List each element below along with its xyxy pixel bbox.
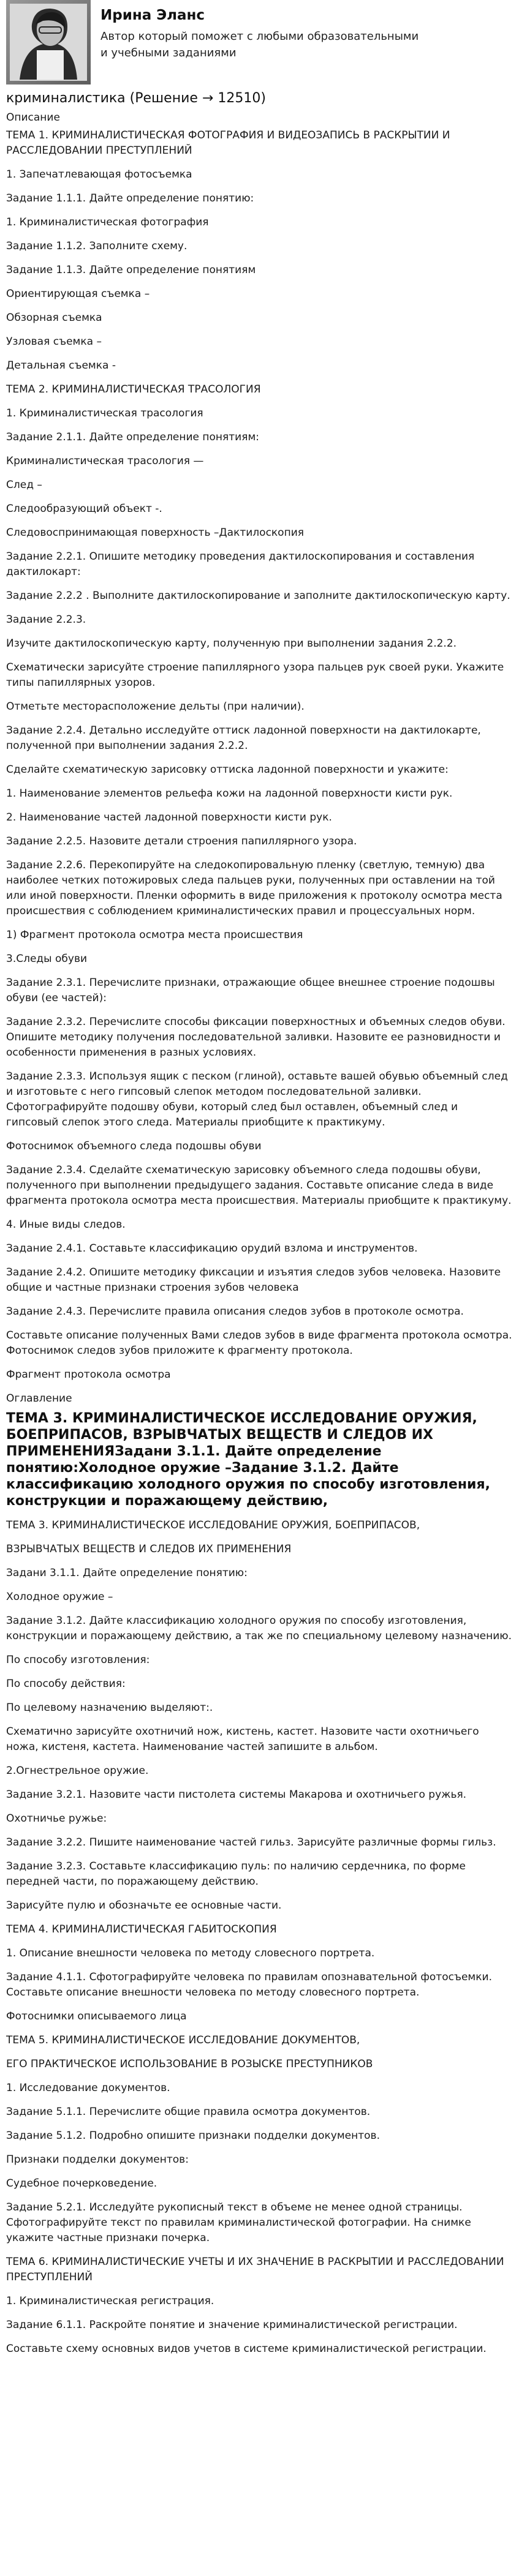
paragraph: След – — [6, 479, 42, 491]
paragraph: Задание 2.3.2. Перечислите способы фиксации поверхностных и объемных следов обуви. Опишите методику получения последовательной заливки. Назовите ее разновидности и особенности применения в разных условиях. — [6, 1016, 506, 1059]
paragraph: Задание 1.1.2. Заполните схему. — [6, 240, 188, 252]
paragraph: Задание 3.2.2. Пишите наименование частей гильз. Зарисуйте различные формы гильз. — [6, 1836, 496, 1849]
paragraph: 1. Запечатлевающая фотосъемка — [6, 168, 192, 181]
paragraph: Задание 2.4.3. Перечислите правила описания следов зубов в протоколе осмотра. — [6, 1305, 464, 1318]
author-header — [6, 0, 513, 84]
document-title: криминалистика (Решение → 12510) — [6, 91, 266, 106]
paragraph: 1. Исследование документов. — [6, 2082, 170, 2094]
paragraph: Описание — [6, 111, 60, 124]
document-body — [6, 110, 513, 2357]
paragraph: Задание 1.1.1. Дайте определение понятию: — [6, 192, 254, 205]
paragraph: 4. Иные виды следов. — [6, 1219, 126, 1231]
paragraph: Следовоспринимающая поверхность –Дактилоскопия — [6, 527, 304, 539]
author-avatar[interactable] — [6, 0, 91, 84]
paragraph: ТЕМА 4. КРИМИНАЛИСТИЧЕСКАЯ ГАБИТОСКОПИЯ — [6, 1923, 277, 1936]
paragraph: Задание 2.2.6. Перекопируйте на следокопировальную пленку (светлую, темную) два наиболее четких потожировых следа пальцев руки, полученных при оставлении на той или иной поверхности. Пленки оформить в виде приложения к протоколу осмотра места происшествия с соблюдением криминалистических правил и процессуальных норм. — [6, 859, 502, 917]
paragraph: Задание 2.4.2. Опишите методику фиксации и изъятия следов зубов человека. Назовите общие и частные признаки строения зубов человека — [6, 1266, 501, 1294]
paragraph: Холодное оружие – — [6, 1591, 113, 1603]
paragraph: Задание 5.1.2. Подробно опишите признаки подделки документов. — [6, 2130, 380, 2142]
paragraph: Схематично зарисуйте охотничий нож, кистень, кастет. Назовите части охотничьего ножа, кистеня, кастета. Наименование частей запишите в альбом. — [6, 1725, 479, 1753]
paragraph: Фотоснимок объемного следа подошвы обуви — [6, 1140, 262, 1152]
paragraph: Задание 4.1.1. Сфотографируйте человека по правилам опознавательной фотосъемки. Составьте описание внешности человека по методу словесного портрета. — [6, 1971, 492, 1999]
author-name[interactable]: Ирина Эланс — [100, 7, 205, 23]
paragraph: 2. Наименование частей ладонной поверхности кисти рук. — [6, 811, 332, 824]
paragraph: Задание 5.1.1. Перечислите общие правила осмотра документов. — [6, 2106, 371, 2118]
paragraph: ЕГО ПРАКТИЧЕСКОЕ ИСПОЛЬЗОВАНИЕ В РОЗЫСКЕ ПРЕСТУПНИКОВ — [6, 2058, 373, 2070]
paragraph: Задание 3.1.2. Дайте классификацию холодного оружия по способу изготовления, конструкции и поражающему действию, а так же по специальному целевому назначению. — [6, 1615, 512, 1642]
paragraph: Оглавление — [6, 1392, 72, 1405]
paragraph: Составьте схему основных видов учетов в системе криминалистической регистрации. — [6, 2343, 487, 2355]
paragraph: 2.Огнестрельное оружие. — [6, 1765, 149, 1777]
paragraph: Отметьте месторасположение дельты (при наличии). — [6, 700, 305, 713]
paragraph: Криминалистическая трасология — — [6, 455, 204, 467]
paragraph: ТЕМА 2. КРИМИНАЛИСТИЧЕСКАЯ ТРАСОЛОГИЯ — [6, 383, 261, 396]
paragraph: Задание 2.2.4. Детально исследуйте оттиск ладонной поверхности на дактилокарте, полученной при выполнении задания 2.2.2. — [6, 724, 481, 752]
paragraph: Зарисуйте пулю и обозначьте ее основные части. — [6, 1899, 282, 1912]
paragraph: Задание 2.2.1. Опишите методику проведения дактилоскопирования и составления дактилокарт: — [6, 550, 475, 578]
paragraph: 1. Описание внешности человека по методу словесного портрета. — [6, 1947, 375, 1959]
paragraph: По способу действия: — [6, 1678, 126, 1690]
toc-heading: ТЕМА 3. КРИМИНАЛИСТИЧЕСКОЕ ИССЛЕДОВАНИЕ ОРУЖИЯ, БОЕПРИПАСОВ, ВЗРЫВЧАТЫХ ВЕЩЕСТВ И СЛЕДОВ ИХ ПРИМЕНЕНИЯЗадани 3.1.1. Дайте определение понятию:Холодное оружие –Задание 3.1.2. Дайте классификацию холодного оружия по способу изготовления, конструкции и поражающему действию, — [6, 1411, 490, 1509]
paragraph: Задание 2.2.3. — [6, 614, 86, 626]
paragraph: ВЗРЫВЧАТЫХ ВЕЩЕСТВ И СЛЕДОВ ИХ ПРИМЕНЕНИЯ — [6, 1543, 292, 1555]
paragraph: Детальная съемка - — [6, 359, 116, 372]
paragraph: 1. Наименование элементов рельефа кожи на ладонной поверхности кисти рук. — [6, 787, 453, 800]
paragraph: Задание 2.1.1. Дайте определение понятиям: — [6, 431, 260, 443]
paragraph: Схематически зарисуйте строение папиллярного узора пальцев рук своей руки. Укажите типы папиллярных узоров. — [6, 661, 504, 689]
paragraph: Узловая съемка – — [6, 336, 102, 348]
paragraph: Охотничье ружье: — [6, 1812, 107, 1825]
paragraph: Задание 2.3.1. Перечислите признаки, отражающие общее внешнее строение подошвы обуви (ее частей): — [6, 977, 495, 1004]
paragraph: 1. Криминалистическая трасология — [6, 407, 203, 419]
paragraph: ТЕМА 1. КРИМИНАЛИСТИЧЕСКАЯ ФОТОГРАФИЯ И ВИДЕОЗАПИСЬ В РАСКРЫТИИ И РАССЛЕДОВАНИИ ПРЕСТУПЛЕНИЙ — [6, 129, 450, 157]
paragraph: Судебное почерковедение. — [6, 2177, 157, 2190]
paragraph: Обзорная съемка — [6, 312, 102, 324]
paragraph: 3.Следы обуви — [6, 953, 88, 965]
paragraph: Признаки подделки документов: — [6, 2154, 189, 2166]
paragraph: Задание 2.2.2 . Выполните дактилоскопирование и заполните дактилоскопическую карту. — [6, 590, 510, 602]
paragraph: Сделайте схематическую зарисовку оттиска ладонной поверхности и укажите: — [6, 764, 449, 776]
paragraph: ТЕМА 5. КРИМИНАЛИСТИЧЕСКОЕ ИССЛЕДОВАНИЕ ДОКУМЕНТОВ, — [6, 2034, 360, 2046]
author-description: Автор который поможет с любыми образовательными и учебными заданиями — [100, 30, 419, 59]
paragraph: Задание 3.2.3. Составьте классификацию пуль: по наличию сердечника, по форме передней части, по поражающему действию. — [6, 1860, 466, 1888]
paragraph: Следообразующий объект -. — [6, 503, 162, 515]
paragraph: Фотоснимки описываемого лица — [6, 2010, 187, 2022]
paragraph: Ориентирующая съемка – — [6, 288, 150, 300]
paragraph: 1. Криминалистическая фотография — [6, 216, 209, 228]
paragraph: 1) Фрагмент протокола осмотра места происшествия — [6, 929, 303, 941]
paragraph: Задание 6.1.1. Раскройте понятие и значение криминалистической регистрации. — [6, 2319, 458, 2331]
paragraph: ТЕМА 6. КРИМИНАЛИСТИЧЕСКИЕ УЧЕТЫ И ИХ ЗНАЧЕНИЕ В РАСКРЫТИИ И РАССЛЕДОВАНИИ ПРЕСТУПЛЕНИЙ — [6, 2256, 504, 2283]
paragraph: ТЕМА 3. КРИМИНАЛИСТИЧЕСКОЕ ИССЛЕДОВАНИЕ ОРУЖИЯ, БОЕПРИПАСОВ, — [6, 1519, 420, 1531]
paragraph: Задание 3.2.1. Назовите части пистолета системы Макарова и охотничьего ружья. — [6, 1789, 467, 1801]
paragraph: По способу изготовления: — [6, 1654, 150, 1666]
paragraph: Задание 2.4.1. Составьте классификацию орудий взлома и инструментов. — [6, 1242, 418, 1255]
paragraph: Изучите дактилоскопическую карту, полученную при выполнении задания 2.2.2. — [6, 637, 457, 650]
paragraph: Задание 1.1.3. Дайте определение понятиям — [6, 264, 256, 276]
paragraph: Задание 2.2.5. Назовите детали строения папиллярного узора. — [6, 835, 357, 847]
paragraph: Задание 5.2.1. Исследуйте рукописный текст в объеме не менее одной страницы. Сфотографируйте текст по правилам криминалистической фотографии. На снимке укажите частные признаки почерка. — [6, 2201, 471, 2244]
paragraph: Задани 3.1.1. Дайте определение понятию: — [6, 1567, 248, 1579]
paragraph: 1. Криминалистическая регистрация. — [6, 2295, 214, 2307]
paragraph: Задание 2.3.3. Используя ящик с песком (глиной), оставьте вашей обувью объемный след и изготовьте с него гипсовый слепок методом последовательной заливки. Сфотографируйте подошву обуви, который след был оставлен, объемный след и гипсовый слепок этого следа. Материалы приобщите к практикуму. — [6, 1070, 508, 1128]
paragraph: Составьте описание полученных Вами следов зубов в виде фрагмента протокола осмотра. Фотоснимок следов зубов приложите к фрагменту протокола. — [6, 1329, 512, 1357]
paragraph: Фрагмент протокола осмотра — [6, 1369, 171, 1381]
paragraph: Задание 2.3.4. Сделайте схематическую зарисовку объемного следа подошвы обуви, полученного при выполнении предыдущего задания. Составьте описание следа в виде фрагмента протокола осмотра места происшествия. Материалы приобщите к практикуму. — [6, 1164, 512, 1207]
paragraph: По целевому назначению выделяют:. — [6, 1702, 213, 1714]
